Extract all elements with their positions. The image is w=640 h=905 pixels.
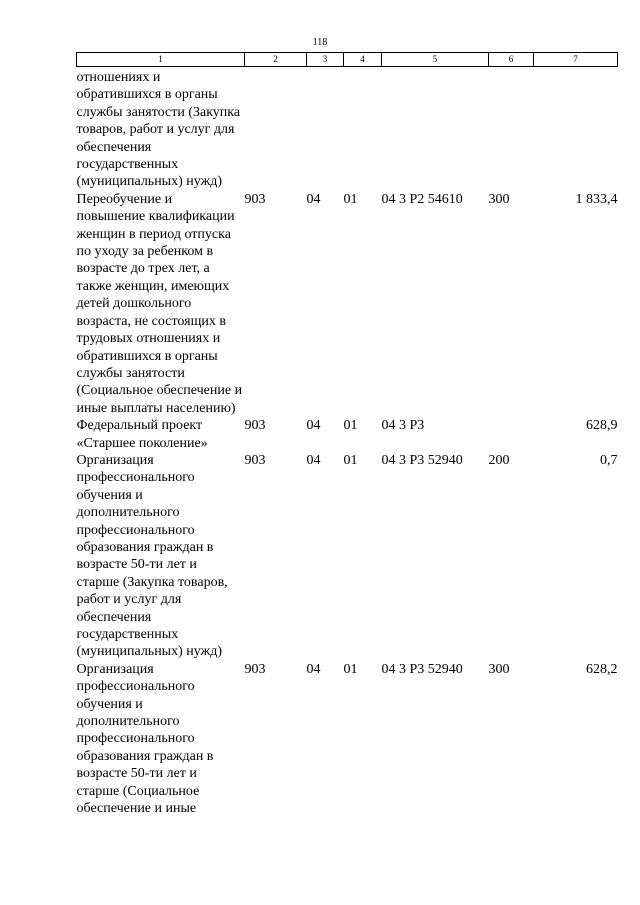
table-row [77,452,618,661]
row-ministry-code [245,67,307,191]
row-target-article: 04 3 P2 54610 [381,191,463,207]
row-expense-type: 200 [488,452,510,468]
row-subsection [344,67,382,191]
row-target-article: 04 3 P3 52940 [381,452,463,468]
budget-table [76,52,618,817]
header-col-3: 3 [307,53,344,67]
row-subsection: 01 [343,452,358,468]
header-row [77,53,618,67]
table-row [77,191,618,417]
row-name: отношениях и обратившихся в органы службы занятости (Закупка товаров, работ и услуг для обеспечения государственных (муниципальных) нужд) [76,70,241,190]
row-name: Переобучение и повышение квалификации женщин в период отпуска по уходу за ребенком в возрасте до трех лет, а также женщин, имеющих детей дошкольного возраста, не состоящих в трудовых отношениях и обратившихся в органы службы занятости (Социальное обеспечение и иные выплаты населению) [76,191,243,416]
row-section: 04 [306,191,321,207]
row-name: Организация профессионального обучения и дополнительного профессионального образования граждан в возрасте 50-ти лет и старше (Закупка товаров, работ и услуг для обеспечения государственных (муниципальных) нужд) [76,452,228,660]
row-name: Федеральный проект «Старшее поколение» [76,418,208,451]
header-col-1: 1 [77,53,245,67]
row-subsection: 01 [343,661,358,677]
row-subsection: 01 [343,191,358,207]
row-ministry-code: 903 [244,661,266,677]
row-amount: 628,2 [586,661,618,677]
row-section [307,67,344,191]
row-expense-type [489,417,534,452]
row-subsection: 01 [343,418,358,434]
page-number: 118 [312,37,328,48]
row-amount: 1 833,4 [575,191,618,207]
row-expense-type: 300 [488,661,510,677]
row-target-article: 04 3 P3 52940 [381,661,463,677]
row-target-article [382,67,489,191]
table-body [77,67,618,818]
header-col-5: 5 [382,53,489,67]
row-name: Организация профессионального обучения и дополнительного профессионального образования граждан в возрасте 50-ти лет и старше (Социальное обеспечение и иные [76,661,214,817]
row-section: 04 [306,452,321,468]
row-ministry-code: 903 [244,452,266,468]
header-col-7: 7 [534,53,618,67]
header-col-6: 6 [489,53,534,67]
table-row [77,417,618,452]
row-ministry-code: 903 [244,418,266,434]
row-expense-type [489,67,534,191]
row-section: 04 [306,661,321,677]
table-row [77,67,618,191]
header-col-4: 4 [344,53,382,67]
row-amount: 628,9 [586,418,618,434]
row-expense-type: 300 [488,191,510,207]
table-header [77,53,618,67]
row-section: 04 [306,418,321,434]
row-amount [534,67,618,191]
row-amount: 0,7 [600,452,618,468]
row-target-article: 04 3 P3 [381,418,425,434]
table-row [77,661,618,818]
header-col-2: 2 [245,53,307,67]
row-ministry-code: 903 [244,191,266,207]
